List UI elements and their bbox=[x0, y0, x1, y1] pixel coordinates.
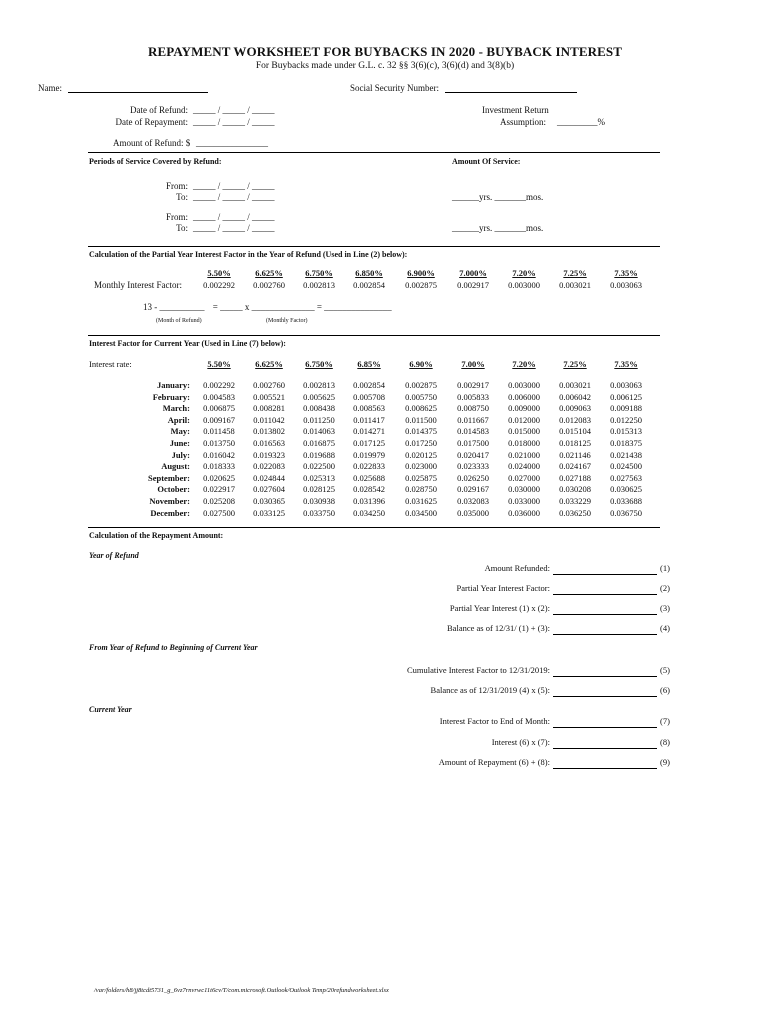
factor-cell: 0.009167 bbox=[203, 414, 235, 425]
factor-cell: 0.009188 bbox=[610, 403, 642, 414]
line-label-3: Partial Year Interest (1) x (2): bbox=[449, 603, 550, 613]
factor-cell: 0.008750 bbox=[457, 403, 489, 414]
line-field-6[interactable] bbox=[553, 686, 657, 697]
line-label-8: Interest (6) x (7): bbox=[491, 737, 550, 747]
partial-rate-header: 7.25% bbox=[563, 268, 587, 278]
to-label: To: bbox=[176, 223, 188, 233]
line-number-9: (9) bbox=[660, 757, 670, 767]
factor-cell: 0.027563 bbox=[610, 472, 642, 483]
factor-cell: 0.011458 bbox=[203, 426, 235, 437]
factor-cell: 0.011417 bbox=[353, 414, 385, 425]
factor-cell: 0.009000 bbox=[508, 403, 540, 414]
factor-cell: 0.006000 bbox=[508, 391, 540, 402]
line-label-4: Balance as of 12/31/ (1) + (3): bbox=[447, 623, 550, 633]
factor-cell: 0.018000 bbox=[508, 438, 540, 448]
factor-cell: 0.017500 bbox=[457, 438, 489, 448]
factor-cell: 0.013750 bbox=[203, 438, 235, 448]
current-rate-header: 7.20% bbox=[512, 359, 536, 369]
month-label: October: bbox=[157, 484, 190, 495]
factor-cell: 0.006875 bbox=[203, 403, 235, 414]
partial-rate-header: 7.000% bbox=[459, 268, 487, 278]
partial-factor-value: 0.003021 bbox=[559, 280, 591, 290]
month-label: February: bbox=[152, 391, 190, 402]
to-label: To: bbox=[176, 192, 188, 202]
line-number-2: (2) bbox=[660, 583, 670, 593]
current-year-subheading: Current Year bbox=[89, 705, 132, 714]
partial-rate-header: 6.625% bbox=[255, 268, 283, 278]
factor-cell: 0.017125 bbox=[353, 438, 385, 448]
factor-cell: 0.019979 bbox=[353, 449, 385, 460]
name-label: Name: bbox=[38, 83, 62, 93]
factor-cell: 0.027604 bbox=[253, 484, 285, 495]
to-date-field-1[interactable]: _____ / _____ / _____ bbox=[193, 192, 275, 202]
factor-cell: 0.024000 bbox=[508, 461, 540, 472]
factor-cell: 0.002813 bbox=[303, 380, 335, 390]
factor-cell: 0.030208 bbox=[559, 484, 591, 495]
ssn-label: Social Security Number: bbox=[350, 83, 439, 93]
month-label: November: bbox=[149, 496, 190, 506]
partial-factor-value: 0.002854 bbox=[353, 280, 385, 290]
factor-cell: 0.023000 bbox=[405, 461, 437, 472]
factor-cell: 0.015313 bbox=[610, 426, 642, 437]
factor-cell: 0.025688 bbox=[353, 472, 385, 483]
divider bbox=[88, 527, 660, 528]
from-date-field-2[interactable]: _____ / _____ / _____ bbox=[193, 212, 275, 222]
current-rate-header: 7.25% bbox=[563, 359, 587, 369]
line-number-3: (3) bbox=[660, 603, 670, 613]
current-rate-header: 5.50% bbox=[207, 359, 231, 369]
current-rate-header: 6.85% bbox=[357, 359, 381, 369]
from-date-field-1[interactable]: _____ / _____ / _____ bbox=[193, 181, 275, 191]
partial-factor-value: 0.002760 bbox=[253, 280, 285, 290]
year-of-refund-heading: Year of Refund bbox=[89, 551, 139, 560]
month-label: January: bbox=[156, 380, 190, 390]
factor-cell: 0.033125 bbox=[253, 507, 285, 518]
amount-of-refund-field[interactable]: ________________ bbox=[196, 138, 268, 148]
formula-times: x bbox=[244, 302, 250, 312]
line-number-5: (5) bbox=[660, 665, 670, 675]
factor-cell: 0.028542 bbox=[353, 484, 385, 495]
date-of-repayment-field[interactable]: _____ / _____ / _____ bbox=[193, 117, 275, 127]
line-field-8[interactable] bbox=[553, 738, 657, 749]
factor-cell: 0.030625 bbox=[610, 484, 642, 495]
factor-cell: 0.014375 bbox=[405, 426, 437, 437]
partial-factor-value: 0.002813 bbox=[303, 280, 335, 290]
partial-result-field[interactable]: _______________ bbox=[324, 302, 392, 312]
month-label: July: bbox=[171, 449, 190, 460]
factor-cell: 0.025875 bbox=[405, 472, 437, 483]
factor-cell: 0.012250 bbox=[610, 414, 642, 425]
factor-cell: 0.033000 bbox=[508, 496, 540, 506]
factor-cell: 0.016042 bbox=[203, 449, 235, 460]
partial-rate-header: 6.750% bbox=[305, 268, 333, 278]
partial-factor-value: 0.002917 bbox=[457, 280, 489, 290]
factor-cell: 0.014271 bbox=[353, 426, 385, 437]
factor-cell: 0.025313 bbox=[303, 472, 335, 483]
assumption-label: Assumption: bbox=[500, 117, 547, 127]
line-field-9[interactable] bbox=[553, 758, 657, 769]
factor-cell: 0.033688 bbox=[610, 496, 642, 506]
factor-cell: 0.002854 bbox=[353, 380, 385, 390]
date-of-refund-field[interactable]: _____ / _____ / _____ bbox=[193, 105, 275, 115]
factor-cell: 0.008438 bbox=[303, 403, 335, 414]
factor-cell: 0.011667 bbox=[457, 414, 489, 425]
factor-cell: 0.027188 bbox=[559, 472, 591, 483]
line-label-1: Amount Refunded: bbox=[484, 563, 550, 573]
file-path-footer: /var/folders/h8/jj8tcdt5731_g_6vz7rnvrwc11t6cv/T/com.microsoft.Outlook/Outlook Temp/20refundworksheet.xlsx bbox=[94, 987, 389, 994]
line-label-6: Balance as of 12/31/2019 (4) x (5): bbox=[430, 685, 550, 695]
name-field[interactable] bbox=[68, 92, 208, 93]
factor-cell: 0.015104 bbox=[559, 426, 591, 437]
line-field-3[interactable] bbox=[553, 604, 657, 615]
page-subtitle: For Buybacks made under G.L. c. 32 §§ 3(6)(c), 3(6)(d) and 3(8)(b) bbox=[255, 61, 515, 71]
factor-cell: 0.025208 bbox=[203, 496, 235, 506]
factor-cell: 0.022083 bbox=[253, 461, 285, 472]
factor-cell: 0.023333 bbox=[457, 461, 489, 472]
month-of-refund-field[interactable]: __________ bbox=[159, 302, 205, 312]
factor-cell: 0.020625 bbox=[203, 472, 235, 483]
factor-cell: 0.033229 bbox=[559, 496, 591, 506]
line-label-5: Cumulative Interest Factor to 12/31/2019: bbox=[406, 665, 550, 675]
factor-cell: 0.033750 bbox=[303, 507, 335, 518]
factor-cell: 0.028750 bbox=[405, 484, 437, 495]
factor-cell: 0.019323 bbox=[253, 449, 285, 460]
partial-rate-header: 7.20% bbox=[512, 268, 536, 278]
factor-cell: 0.002917 bbox=[457, 380, 489, 390]
current-rate-header: 7.00% bbox=[461, 359, 485, 369]
factor-cell: 0.005750 bbox=[405, 391, 437, 402]
factor-cell: 0.036250 bbox=[559, 507, 591, 518]
partial-factor-value: 0.003000 bbox=[508, 280, 540, 290]
interest-rate-label: Interest rate: bbox=[89, 359, 132, 369]
month-label: April: bbox=[167, 414, 190, 425]
factor-cell: 0.008563 bbox=[353, 403, 385, 414]
ssn-field[interactable] bbox=[445, 92, 577, 93]
line-label-9: Amount of Repayment (6) + (8): bbox=[438, 757, 550, 767]
factor-cell: 0.008281 bbox=[253, 403, 285, 414]
partial-year-heading: Calculation of the Partial Year Interest Factor in the Year of Refund (Used in Line (2) below): bbox=[89, 250, 408, 259]
divider bbox=[88, 152, 660, 153]
factor-cell: 0.016875 bbox=[303, 438, 335, 448]
current-rate-header: 7.35% bbox=[614, 359, 638, 369]
factor-cell: 0.009063 bbox=[559, 403, 591, 414]
service-yrs-mos-field-2[interactable]: ______yrs. _______mos. bbox=[452, 223, 544, 233]
partial-rate-header: 7.35% bbox=[614, 268, 638, 278]
factor-cell: 0.017250 bbox=[405, 438, 437, 448]
factor-cell: 0.011500 bbox=[405, 414, 437, 425]
factor-cell: 0.013802 bbox=[253, 426, 285, 437]
factor-cell: 0.034250 bbox=[353, 507, 385, 518]
factor-cell: 0.018375 bbox=[610, 438, 642, 448]
line-field-7[interactable] bbox=[553, 717, 657, 728]
factor-cell: 0.005708 bbox=[353, 391, 385, 402]
factor-cell: 0.019688 bbox=[303, 449, 335, 460]
name-field-group bbox=[38, 83, 208, 93]
factor-cell: 0.016563 bbox=[253, 438, 285, 448]
factor-cell: 0.014063 bbox=[303, 426, 335, 437]
line-number-7: (7) bbox=[660, 716, 670, 726]
factor-cell: 0.030000 bbox=[508, 484, 540, 495]
current-rate-header: 6.625% bbox=[255, 359, 283, 369]
factor-cell: 0.034500 bbox=[405, 507, 437, 518]
amount-of-service-heading: Amount Of Service: bbox=[452, 157, 521, 166]
factor-cell: 0.021000 bbox=[508, 449, 540, 460]
factor-cell: 0.022917 bbox=[203, 484, 235, 495]
partial-factor-value: 0.002875 bbox=[405, 280, 437, 290]
line-number-8: (8) bbox=[660, 737, 670, 747]
line-label-7: Interest Factor to End of Month: bbox=[439, 716, 550, 726]
line-field-2[interactable] bbox=[553, 584, 657, 595]
factor-cell: 0.018125 bbox=[559, 438, 591, 448]
factor-cell: 0.020125 bbox=[405, 449, 437, 460]
partial-rate-header: 5.50% bbox=[207, 268, 231, 278]
repayment-heading: Calculation of the Repayment Amount: bbox=[89, 531, 224, 540]
factor-cell: 0.002292 bbox=[203, 380, 235, 390]
date-of-repayment-label: Date of Repayment: bbox=[115, 117, 188, 127]
page-title: REPAYMENT WORKSHEET FOR BUYBACKS IN 2020 - BUYBACK INTEREST bbox=[148, 44, 622, 59]
partial-rate-header: 6.900% bbox=[407, 268, 435, 278]
formula-prefix: 13 - bbox=[143, 302, 158, 312]
factor-cell: 0.022500 bbox=[303, 461, 335, 472]
partial-formula bbox=[143, 302, 392, 312]
investment-return-label: Investment Return bbox=[482, 105, 549, 115]
factor-cell: 0.003063 bbox=[610, 380, 642, 390]
service-yrs-mos-field-1[interactable]: ______yrs. _______mos. bbox=[452, 192, 544, 202]
line-field-5[interactable] bbox=[553, 666, 657, 677]
monthly-factor-label: Monthly Interest Factor: bbox=[94, 280, 182, 290]
partial-factor-value: 0.003063 bbox=[610, 280, 642, 290]
from-label: From: bbox=[165, 212, 188, 222]
line-number-1: (1) bbox=[660, 563, 670, 573]
ssn-field-group bbox=[350, 83, 577, 93]
factor-cell: 0.005625 bbox=[303, 391, 335, 402]
month-label: March: bbox=[162, 403, 190, 414]
factor-cell: 0.031625 bbox=[405, 496, 437, 506]
factor-cell: 0.002760 bbox=[253, 380, 285, 390]
factor-cell: 0.036750 bbox=[610, 507, 642, 518]
partial-rate-header: 6.850% bbox=[355, 268, 383, 278]
factor-cell: 0.024844 bbox=[253, 472, 285, 483]
monthly-factor-note: (Monthly Factor) bbox=[266, 318, 308, 324]
factor-cell: 0.003000 bbox=[508, 380, 540, 390]
factor-cell: 0.011042 bbox=[253, 414, 285, 425]
factor-cell: 0.031396 bbox=[353, 496, 385, 506]
month-of-refund-note: (Month of Refund) bbox=[156, 318, 202, 324]
factor-cell: 0.003021 bbox=[559, 380, 591, 390]
line-field-4[interactable] bbox=[553, 624, 657, 635]
line-number-6: (6) bbox=[660, 685, 670, 695]
divider bbox=[88, 335, 660, 336]
current-rate-header: 6.750% bbox=[305, 359, 333, 369]
months-remaining-field[interactable]: _____ bbox=[220, 302, 243, 312]
factor-cell: 0.028125 bbox=[303, 484, 335, 495]
date-of-refund-label: Date of Refund: bbox=[130, 105, 188, 115]
current-year-heading: Interest Factor for Current Year (Used in Line (7) below): bbox=[89, 339, 286, 348]
monthly-factor-field[interactable]: ______________ bbox=[251, 302, 315, 312]
factor-cell: 0.026250 bbox=[457, 472, 489, 483]
factor-cell: 0.027000 bbox=[508, 472, 540, 483]
line-label-2: Partial Year Interest Factor: bbox=[456, 583, 550, 593]
periods-heading: Periods of Service Covered by Refund: bbox=[89, 157, 222, 166]
assumption-field[interactable]: _________% bbox=[557, 117, 605, 127]
month-label: September: bbox=[147, 472, 190, 483]
month-label: December: bbox=[150, 507, 190, 518]
month-label: May: bbox=[170, 426, 190, 437]
factor-cell: 0.012000 bbox=[508, 414, 540, 425]
factor-cell: 0.024500 bbox=[610, 461, 642, 472]
factor-cell: 0.015000 bbox=[508, 426, 540, 437]
amount-of-refund-label: Amount of Refund: $ bbox=[113, 138, 191, 148]
line-field-1[interactable] bbox=[553, 564, 657, 575]
partial-factor-value: 0.002292 bbox=[203, 280, 235, 290]
to-date-field-2[interactable]: _____ / _____ / _____ bbox=[193, 223, 275, 233]
month-label: August: bbox=[161, 461, 190, 472]
divider bbox=[88, 246, 660, 247]
current-rate-header: 6.90% bbox=[409, 359, 433, 369]
factor-cell: 0.002875 bbox=[405, 380, 437, 390]
factor-cell: 0.035000 bbox=[457, 507, 489, 518]
factor-cell: 0.021438 bbox=[610, 449, 642, 460]
factor-cell: 0.024167 bbox=[559, 461, 591, 472]
factor-cell: 0.029167 bbox=[457, 484, 489, 495]
factor-cell: 0.030938 bbox=[303, 496, 335, 506]
factor-cell: 0.027500 bbox=[203, 507, 235, 518]
factor-cell: 0.005521 bbox=[253, 391, 285, 402]
factor-cell: 0.021146 bbox=[559, 449, 591, 460]
from-label: From: bbox=[165, 181, 188, 191]
month-label: June: bbox=[169, 438, 190, 448]
factor-cell: 0.020417 bbox=[457, 449, 489, 460]
formula-equals: = bbox=[212, 302, 218, 312]
line-number-4: (4) bbox=[660, 623, 670, 633]
factor-cell: 0.032083 bbox=[457, 496, 489, 506]
factor-cell: 0.030365 bbox=[253, 496, 285, 506]
factor-cell: 0.011250 bbox=[303, 414, 335, 425]
factor-cell: 0.006125 bbox=[610, 391, 642, 402]
factor-cell: 0.036000 bbox=[508, 507, 540, 518]
formula-equals: = bbox=[316, 302, 322, 312]
factor-cell: 0.018333 bbox=[203, 461, 235, 472]
factor-cell: 0.014583 bbox=[457, 426, 489, 437]
factor-cell: 0.005833 bbox=[457, 391, 489, 402]
factor-cell: 0.006042 bbox=[559, 391, 591, 402]
factor-cell: 0.022833 bbox=[353, 461, 385, 472]
factor-cell: 0.008625 bbox=[405, 403, 437, 414]
from-year-heading: From Year of Refund to Beginning of Current Year bbox=[89, 643, 258, 652]
factor-cell: 0.004583 bbox=[203, 391, 235, 402]
factor-cell: 0.012083 bbox=[559, 414, 591, 425]
